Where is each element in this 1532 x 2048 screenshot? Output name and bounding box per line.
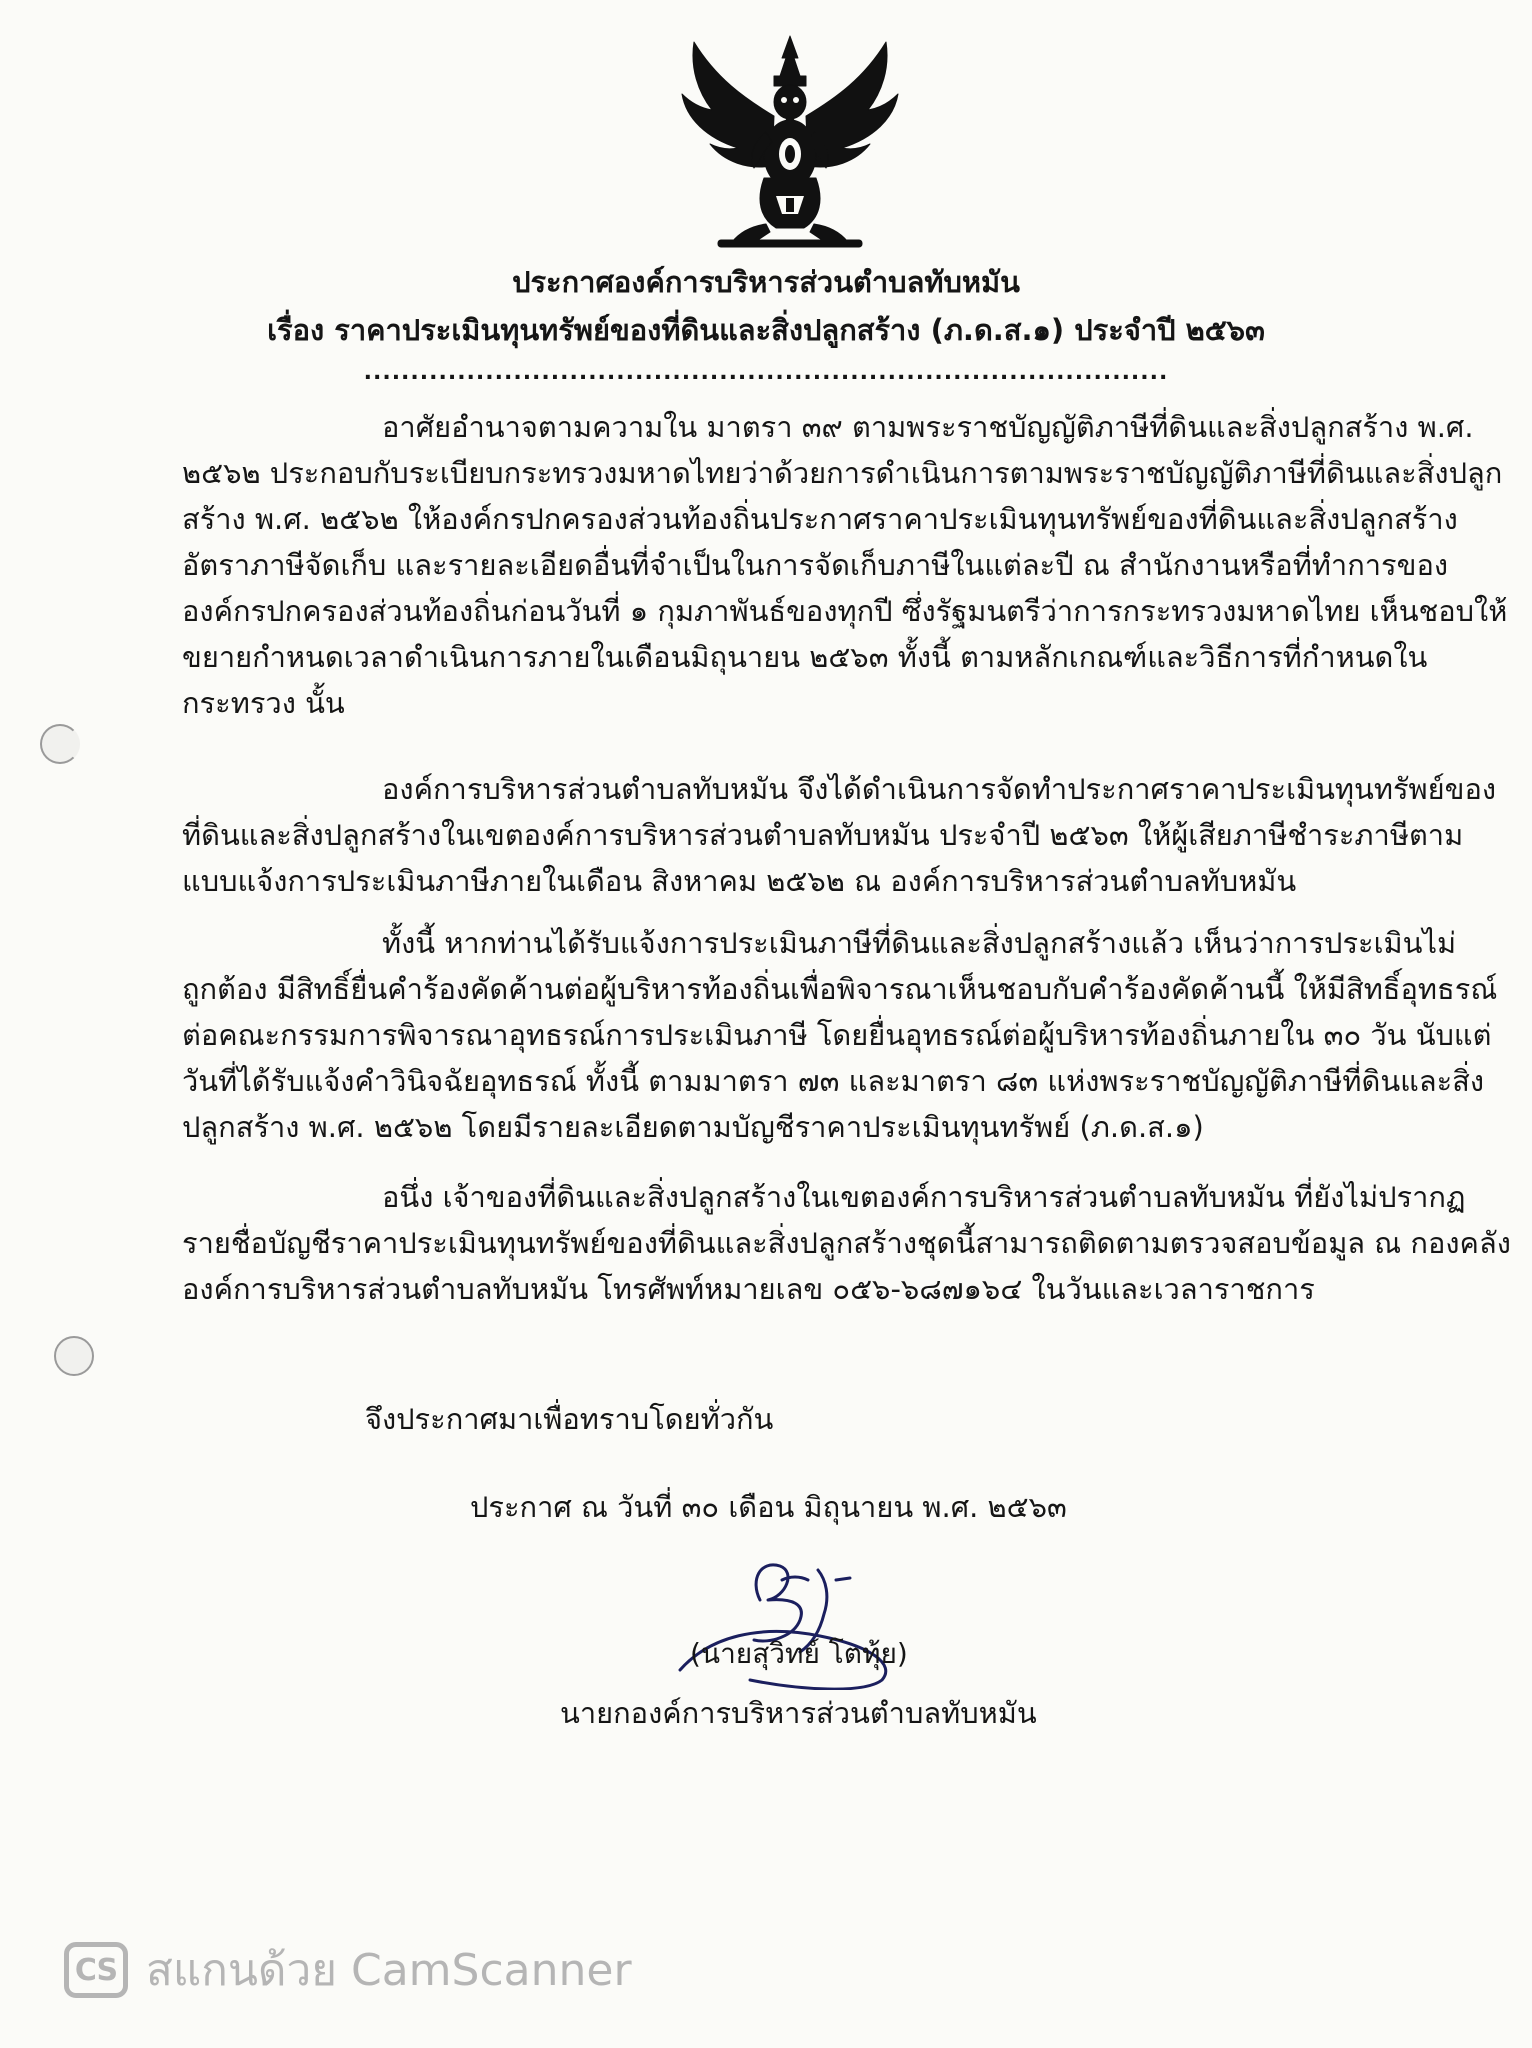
paragraph-line: สร้าง พ.ศ. ๒๕๖๒ ให้องค์กรปกครองส่วนท้องถิ่นประกาศราคาประเมินทุนทรัพย์ของที่ดินและสิ่งปลูกสร้าง bbox=[182, 502, 1458, 536]
paragraph-line: ขยายกำหนดเวลาดำเนินการภายในเดือนมิถุนายน ๒๕๖๓ ทั้งนี้ ตามหลักเกณฑ์และวิธีการที่กำหนดใน bbox=[182, 640, 1428, 674]
paragraph-assessment bbox=[182, 766, 1497, 904]
paragraph-line: วันที่ได้รับแจ้งคำวินิจฉัยอุทธรณ์ ทั้งนี้ ตามมาตรา ๗๓ และมาตรา ๘๓ แห่งพระราชบัญญัติภาษีที่ดินและสิ่ง bbox=[182, 1064, 1485, 1098]
paragraph-line: ทั้งนี้ หากท่านได้รับแจ้งการประเมินภาษีที่ดินและสิ่งปลูกสร้างแล้ว เห็นว่าการประเมินไม่ bbox=[382, 926, 1457, 960]
paragraph-line: กระทรวง นั้น bbox=[182, 686, 345, 720]
closing-statement: จึงประกาศมาเพื่อทราบโดยทั่วกัน bbox=[365, 1402, 774, 1436]
paragraph-line: ที่ดินและสิ่งปลูกสร้างในเขตองค์การบริหารส่วนตำบลทับหมัน ประจำปี ๒๕๖๓ ให้ผู้เสียภาษีชำระภาษีตาม bbox=[182, 818, 1464, 852]
paragraph-line: ๒๕๖๒ ประกอบกับระเบียบกระทรวงมหาดไทยว่าด้วยการดำเนินการตามพระราชบัญญัติภาษีที่ดินและสิ่งปลูก bbox=[182, 456, 1503, 490]
paragraph-line: ถูกต้อง มีสิทธิ์ยื่นคำร้องคัดค้านต่อผู้บริหารท้องถิ่นเพื่อพิจารณาเห็นชอบกับคำร้องคัดค้านนี้ ให้มีสิทธิ์อุทธรณ์ bbox=[182, 972, 1498, 1006]
announcement-subject: เรื่อง ราคาประเมินทุนทรัพย์ของที่ดินและสิ่งปลูกสร้าง (ภ.ด.ส.๑) ประจำปี ๒๕๖๓ bbox=[267, 313, 1265, 347]
paragraph-line: องค์การบริหารส่วนตำบลทับหมัน โทรศัพท์หมายเลข ๐๕๖-๖๘๗๑๖๔ ในวันและเวลาราชการ bbox=[182, 1272, 1315, 1306]
watermark-text: สแกนด้วย CamScanner bbox=[146, 1945, 632, 1996]
announcement-date: ประกาศ ณ วันที่ ๓๐ เดือน มิถุนายน พ.ศ. ๒๕๖๓ bbox=[470, 1490, 1067, 1524]
paragraph-line: รายชื่อบัญชีราคาประเมินทุนทรัพย์ของที่ดินและสิ่งปลูกสร้างชุดนี้สามารถติดตามตรวจสอบข้อมูล ณ กองคลัง bbox=[182, 1226, 1511, 1260]
paragraph-contact bbox=[182, 1174, 1511, 1312]
punch-hole-mark bbox=[54, 1336, 94, 1376]
paragraph-line: อนึ่ง เจ้าของที่ดินและสิ่งปลูกสร้างในเขตองค์การบริหารส่วนตำบลทับหมัน ที่ยังไม่ปรากฏ bbox=[382, 1180, 1466, 1214]
camscanner-watermark bbox=[64, 1935, 632, 2005]
paragraph-appeal bbox=[182, 920, 1498, 1150]
signer-position: นายกองค์การบริหารส่วนตำบลทับหมัน bbox=[560, 1696, 1037, 1730]
garuda-emblem-icon bbox=[660, 28, 920, 258]
paragraph-authority bbox=[182, 404, 1508, 726]
paragraph-line: ปลูกสร้าง พ.ศ. ๒๕๖๒ โดยมีรายละเอียดตามบัญชีราคาประเมินทุนทรัพย์ (ภ.ด.ส.๑) bbox=[182, 1110, 1204, 1144]
paragraph-line: อาศัยอำนาจตามความใน มาตรา ๓๙ ตามพระราชบัญญัติภาษีที่ดินและสิ่งปลูกสร้าง พ.ศ. bbox=[382, 410, 1474, 444]
paragraph-line: ต่อคณะกรรมการพิจารณาอุทธรณ์การประเมินภาษี โดยยื่นอุทธรณ์ต่อผู้บริหารท้องถิ่นภายใน ๓๐ วัน นับแต่ bbox=[182, 1018, 1492, 1052]
signer-name: (นายสุวิทย์ โตทุ้ย) bbox=[690, 1637, 908, 1670]
announcement-title: ประกาศองค์การบริหารส่วนตำบลทับหมัน bbox=[512, 265, 1020, 299]
title-separator: ...................................................................................... bbox=[363, 360, 1169, 385]
paragraph-line: แบบแจ้งการประเมินภาษีภายในเดือน สิงหาคม ๒๕๖๒ ณ องค์การบริหารส่วนตำบลทับหมัน bbox=[182, 864, 1297, 898]
paragraph-line: องค์กรปกครองส่วนท้องถิ่นก่อนวันที่ ๑ กุมภาพันธ์ของทุกปี ซึ่งรัฐมนตรีว่าการกระทรวงมหาดไทย เห็นชอบให้ bbox=[182, 594, 1508, 628]
punch-hole-mark bbox=[40, 724, 80, 764]
camscanner-logo-icon: CS bbox=[64, 1942, 128, 1998]
paragraph-line: อัตราภาษีจัดเก็บ และรายละเอียดอื่นที่จำเป็นในการจัดเก็บภาษีในแต่ละปี ณ สำนักงานหรือที่ทำการของ bbox=[182, 548, 1449, 582]
paragraph-line: องค์การบริหารส่วนตำบลทับหมัน จึงได้ดำเนินการจัดทำประกาศราคาประเมินทุนทรัพย์ของ bbox=[382, 772, 1497, 806]
